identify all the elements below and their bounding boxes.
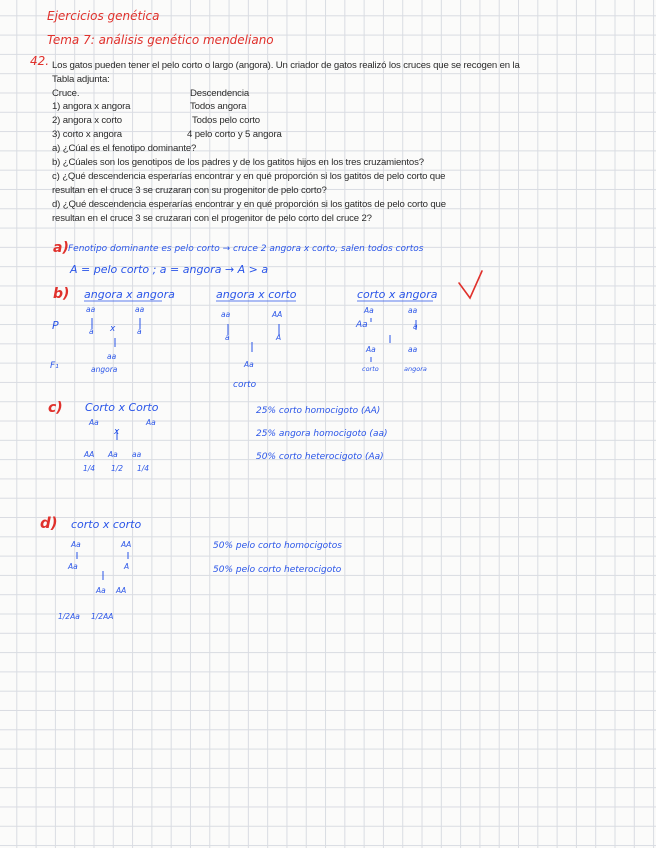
cross3-child2-label: angora xyxy=(404,365,427,373)
answer-d-gamete1: Aa xyxy=(68,562,78,571)
answer-d-offspring: AA xyxy=(116,586,127,595)
cross1-title: angora x angora xyxy=(84,288,175,301)
table-row-descent: Todos pelo corto xyxy=(192,115,260,126)
answer-d-offspring: Aa xyxy=(96,586,106,595)
cross2-parent1: aa xyxy=(221,310,231,319)
table-row-cross: 2) angora x corto xyxy=(52,115,122,126)
answer-c-result: 25% angora homocigoto (aa) xyxy=(256,429,388,439)
cross1-child-label: angora xyxy=(91,365,118,374)
problem-statement-line1: Los gatos pueden tener el pelo corto o largo (angora). Un criador de gatos realizó los cruces que se recogen en la xyxy=(52,60,520,71)
cross1-gamete2: a xyxy=(137,327,142,336)
cross1-child: aa xyxy=(107,352,117,361)
question-d-line2: resultan en el cruce 3 se cruzaran con el progenitor de pelo corto del cruce 2? xyxy=(52,213,372,224)
answer-b-letter: b) xyxy=(53,286,70,302)
answer-c-title: Corto x Corto xyxy=(85,401,159,414)
cross1-parent2: aa xyxy=(135,305,145,314)
problem-statement-line2: Tabla adjunta: xyxy=(52,74,110,85)
table-row-cross: 1) angora x angora xyxy=(52,101,131,112)
cross1-gamete1: a xyxy=(89,327,94,336)
answer-c-parent1: Aa xyxy=(89,418,99,427)
table-row-descent: Todos angora xyxy=(190,101,247,112)
answer-c-offspring: aa xyxy=(132,450,142,459)
answer-d-result: 50% pelo corto heterocigoto xyxy=(213,565,342,575)
table-header-cross: Cruce. xyxy=(52,88,80,99)
cross2-gamete1: a xyxy=(225,333,230,342)
answer-c-ratio: 1/2 xyxy=(111,464,124,473)
answer-d-ratio: 1/2Aa xyxy=(58,612,80,621)
answer-c-result: 50% corto heterocigoto (Aa) xyxy=(256,452,384,462)
table-row-cross: 3) corto x angora xyxy=(52,129,122,140)
cross3-child1-label: corto xyxy=(362,365,379,373)
topic-title: Tema 7: análisis genético mendeliano xyxy=(47,33,274,47)
cross3-title: corto x angora xyxy=(357,288,438,301)
cross2-child: Aa xyxy=(244,360,254,369)
document-title: Ejercicios genética xyxy=(47,9,160,23)
question-c-line2: resultan en el cruce 3 se cruzaran con su progenitor de pelo corto? xyxy=(52,185,327,196)
answer-c-x: x xyxy=(114,427,120,437)
answer-a-line2: A = pelo corto ; a = angora → A > a xyxy=(70,263,269,276)
question-a: a) ¿Cúal es el fenotipo dominante? xyxy=(52,143,197,154)
answer-c-offspring: Aa xyxy=(108,450,118,459)
answer-c-result: 25% corto homocigoto (AA) xyxy=(256,406,381,416)
cross3-gamete1: Aa xyxy=(356,320,368,330)
answer-d-result: 50% pelo corto homocigotos xyxy=(213,541,342,551)
cross3-child1: Aa xyxy=(366,345,376,354)
answer-c-offspring: AA xyxy=(84,450,95,459)
answer-d-title: corto x corto xyxy=(71,518,142,531)
answer-d-ratio: 1/2AA xyxy=(91,612,114,621)
cross3-parent2: aa xyxy=(408,306,418,315)
answer-d-parent1: Aa xyxy=(71,540,81,549)
question-d-line1: d) ¿Qué descendencia esperarías encontrar y en qué proporción si los gatitos de pelo corto que xyxy=(52,199,446,210)
question-c-line1: c) ¿Qué descendencia esperarías encontrar y en qué proporción si los gatitos de pelo corto que xyxy=(52,171,446,182)
answer-d-gamete2: A xyxy=(124,562,130,571)
problem-number: 42. xyxy=(30,54,50,68)
answer-c-ratio: 1/4 xyxy=(83,464,96,473)
answer-d-parent2: AA xyxy=(121,540,132,549)
cross1-x: x xyxy=(110,324,116,334)
answer-c-letter: c) xyxy=(48,400,63,416)
answer-a-letter: a) xyxy=(53,240,69,256)
cross3-gamete2: a xyxy=(413,322,418,331)
cross2-gamete2: A xyxy=(276,333,282,342)
answer-d-letter: d) xyxy=(40,514,58,532)
cross2-parent2: AA xyxy=(272,310,283,319)
cross3-child2: aa xyxy=(408,345,418,354)
cross2-child-label: corto xyxy=(233,380,257,390)
cross2-title: angora x corto xyxy=(216,288,297,301)
cross1-parent1: aa xyxy=(86,305,96,314)
table-row-descent: 4 pelo corto y 5 angora xyxy=(187,129,282,140)
question-b: b) ¿Cúales son los genotipos de los padres y de los gatitos hijos en los tres cruzamientos? xyxy=(52,157,424,168)
answer-c-ratio: 1/4 xyxy=(137,464,150,473)
row-label-p: P xyxy=(52,319,59,332)
table-header-descent: Descendencia xyxy=(190,88,249,99)
cross3-parent1: Aa xyxy=(364,306,374,315)
row-label-f1: F₁ xyxy=(50,361,59,371)
answer-c-parent2: Aa xyxy=(146,418,156,427)
answer-a-line1: Fenotipo dominante es pelo corto → cruce 2 angora x corto, salen todos cortos xyxy=(68,244,424,254)
